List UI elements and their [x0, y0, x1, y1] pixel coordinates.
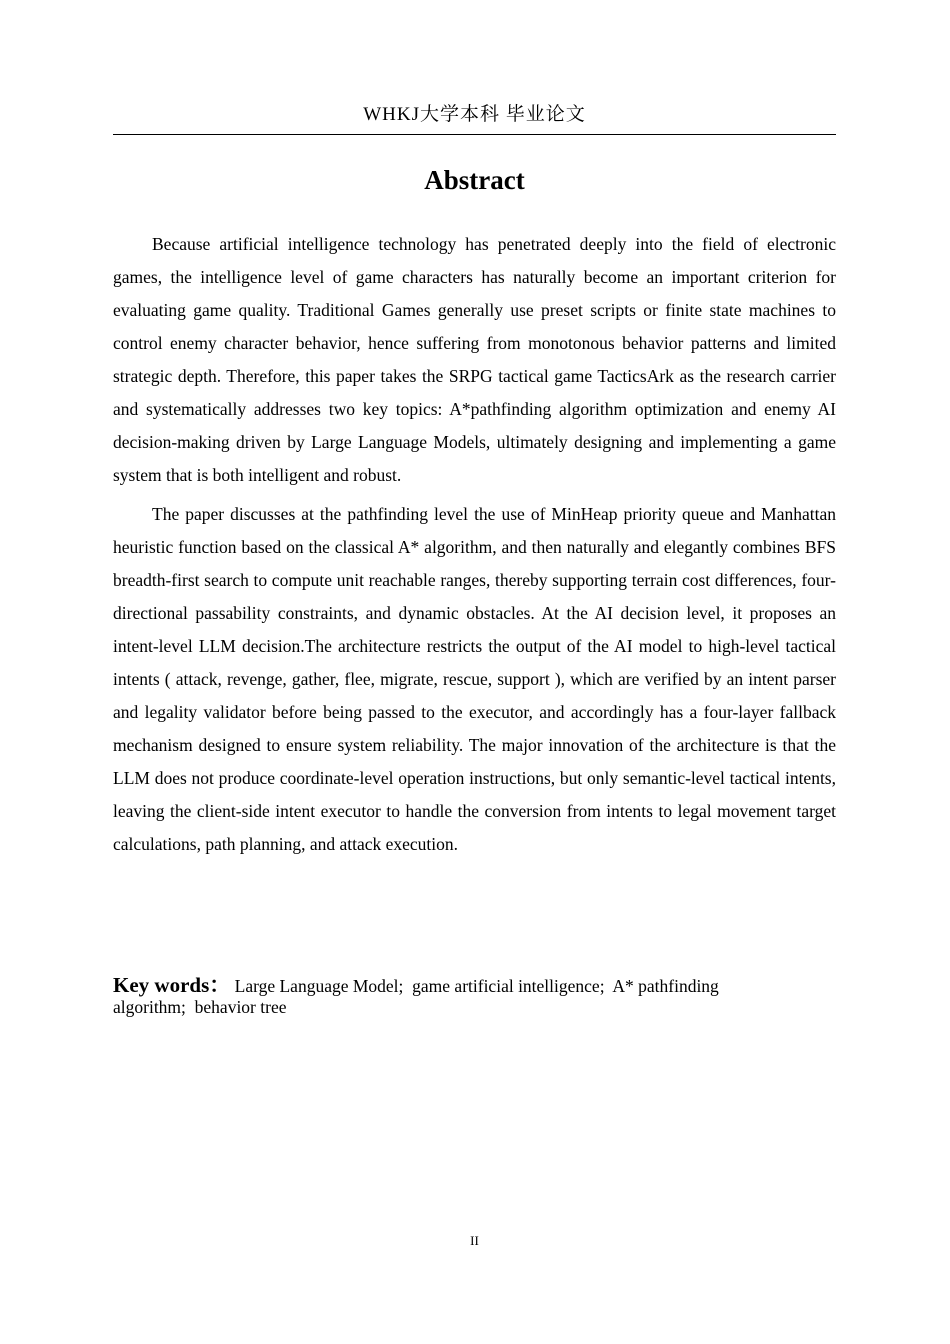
abstract-paragraph-1: Because artificial intelligence technology has penetrated deeply into the field of electronic games, the intelligence level of game characters has naturally become an important criterion for evaluating game quality. Traditional Games generally use preset scripts or finite state machines to control enemy character behavior, hence suffering from monotonous behavior patterns and limited strategic depth. Therefore, this paper takes the SRPG tactical game TacticsArk as the research carrier and systematically addresses two key topics: A*pathfinding algorithm optimization and enemy AI decision-making driven by Large Language Models, ultimately designing and implementing a game system that is both intelligent and robust.: [113, 234, 836, 485]
keyword-item: Large Language Model;: [234, 976, 404, 996]
keywords-label: Key words：: [113, 973, 231, 997]
header-rule: [113, 134, 836, 135]
page-number: II: [470, 1233, 479, 1248]
abstract-title: Abstract: [424, 165, 525, 195]
abstract-paragraph-2: The paper discusses at the pathfinding level the use of MinHeap priority queue and Manhattan heuristic function based on the classical A* algorithm, and then naturally and elegantly combines BFS breadth-first search to compute unit reachable ranges, thereby supporting terrain cost differences, four-directional passability constraints, and dynamic obstacles. At the AI decision level, it proposes an intent-level LLM decision.The architecture restricts the output of the AI model to high-level tactical intents ( attack, revenge, gather, flee, migrate, rescue, support ), which are verified by an intent parser and legality validator before being passed to the executor, and accordingly has a four-layer fallback mechanism designed to ensure system reliability. The major innovation of the architecture is that the LLM does not produce coordinate-level operation instructions, but only semantic-level tactical intents, leaving the client-side intent executor to handle the conversion from intents to legal movement target calculations, path planning, and attack execution.: [113, 504, 836, 854]
keyword-item: game artificial intelligence;: [412, 976, 605, 996]
keywords-section: [113, 975, 793, 1018]
keyword-item: A* pathfinding algorithm;: [113, 976, 719, 1017]
running-header: WHKJ大学本科 毕业论文: [363, 104, 586, 125]
abstract-body: [113, 228, 836, 867]
keyword-item: behavior tree: [194, 997, 287, 1017]
